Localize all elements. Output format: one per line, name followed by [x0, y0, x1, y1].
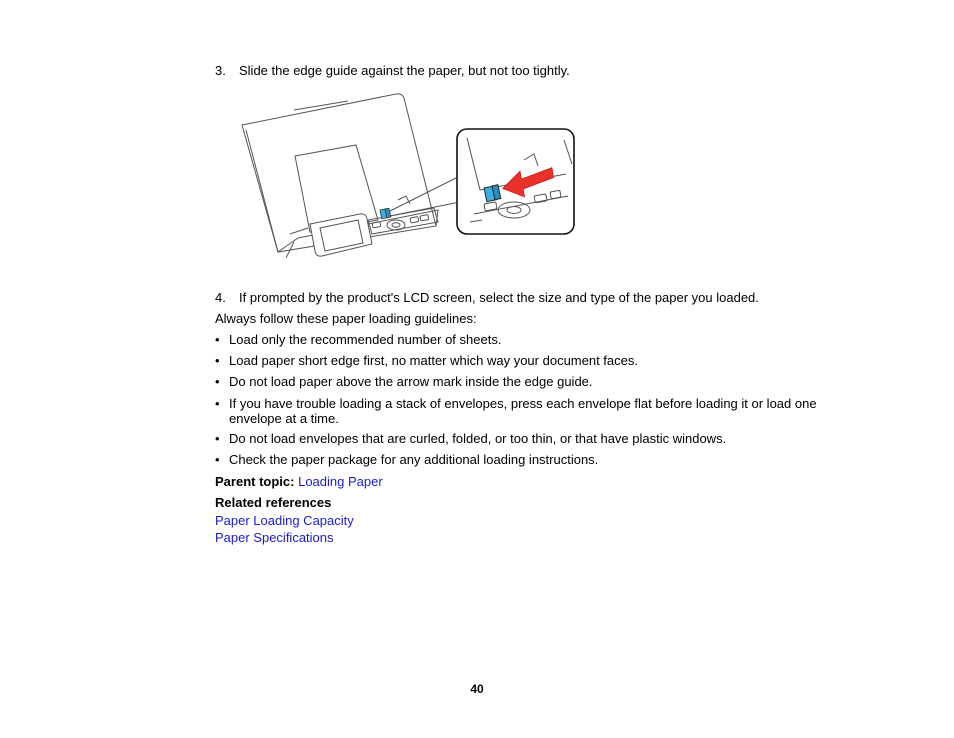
parent-topic-label: Parent topic:: [215, 474, 295, 489]
list-item-text: Check the paper package for any additional loading instructions.: [229, 452, 599, 467]
parent-topic: [215, 474, 383, 489]
guidelines-intro: Always follow these paper loading guidelines:: [215, 311, 477, 326]
related-references-heading: Related references: [215, 495, 332, 510]
paper-specifications-link[interactable]: Paper Specifications: [215, 530, 334, 545]
page-number: 40: [470, 682, 484, 696]
paper-loading-capacity-link[interactable]: Paper Loading Capacity: [215, 513, 354, 528]
list-item-text: Do not load paper above the arrow mark inside the edge guide.: [229, 374, 593, 389]
list-item-text: If you have trouble loading a stack of envelopes, press each envelope flat before loading it or load one envelope at a time.: [229, 396, 817, 426]
bullet: •: [215, 431, 220, 446]
bullet: •: [215, 396, 220, 411]
step-3-number: 3.: [215, 63, 226, 78]
bullet: •: [215, 374, 220, 389]
bullet: •: [215, 353, 220, 368]
list-item-text: Load paper short edge first, no matter which way your document faces.: [229, 353, 638, 368]
step-4-text: If prompted by the product's LCD screen, select the size and type of the paper you loaded.: [239, 290, 759, 305]
step-4-number: 4.: [215, 290, 226, 305]
list-item-text: Load only the recommended number of sheets.: [229, 332, 502, 347]
printer-edge-guide-illustration: [238, 92, 578, 258]
bullet: •: [215, 452, 220, 467]
parent-topic-link[interactable]: Loading Paper: [298, 474, 383, 489]
list-item-text: Do not load envelopes that are curled, folded, or too thin, or that have plastic windows.: [229, 431, 727, 446]
bullet: •: [215, 332, 220, 347]
step-3-text: Slide the edge guide against the paper, but not too tightly.: [239, 63, 570, 78]
